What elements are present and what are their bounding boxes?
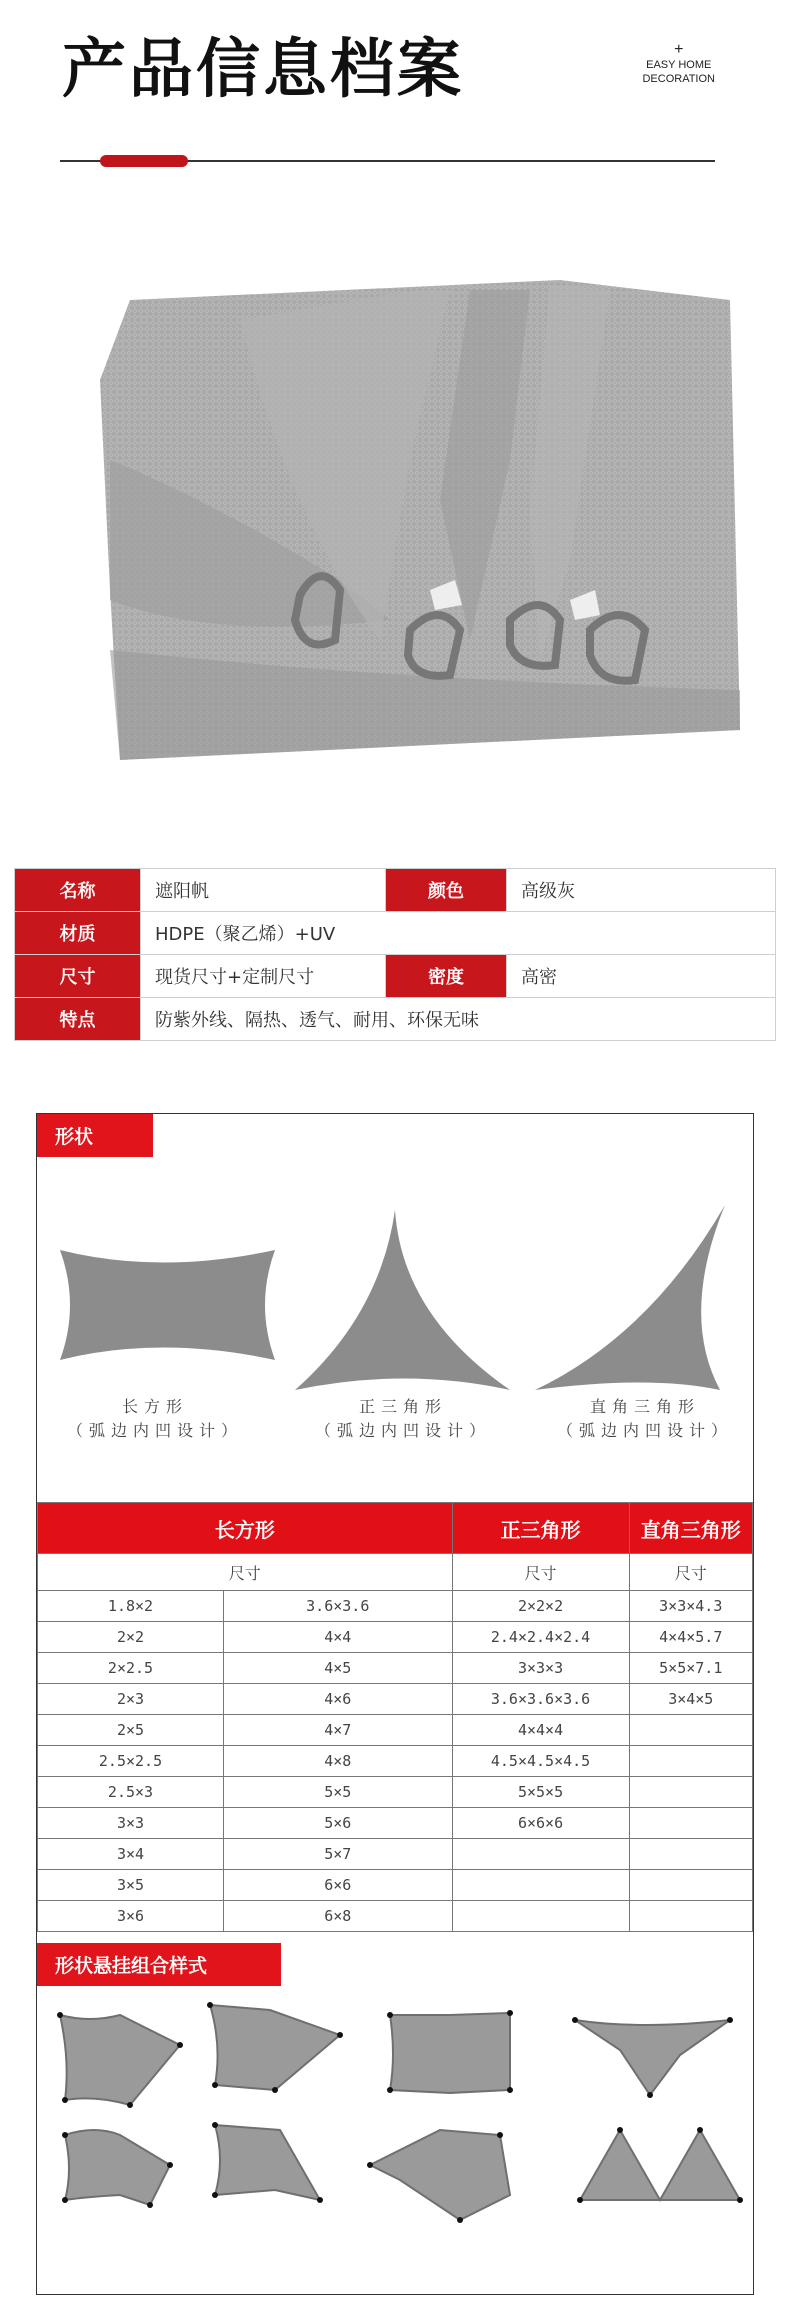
table-cell: 2×2 bbox=[38, 1622, 224, 1653]
spec-material-label: 材质 bbox=[15, 912, 141, 955]
table-cell: 3.6×3.6×3.6 bbox=[452, 1684, 629, 1715]
table-row bbox=[38, 1715, 753, 1746]
table-cell: 2.4×2.4×2.4 bbox=[452, 1622, 629, 1653]
plus-icon: + bbox=[674, 41, 684, 58]
spec-table bbox=[14, 868, 776, 1041]
shape-caption-rectangle: 长方形 bbox=[121, 1397, 188, 1416]
size-unit-right: 尺寸 bbox=[629, 1554, 752, 1591]
shape-illustrations bbox=[40, 1195, 750, 1395]
size-header-equilateral: 正三角形 bbox=[452, 1503, 629, 1554]
spec-size-value: 现货尺寸+定制尺寸 bbox=[141, 955, 386, 998]
table-cell bbox=[452, 1870, 629, 1901]
table-row bbox=[38, 1591, 753, 1622]
table-cell bbox=[629, 1715, 752, 1746]
table-cell: 5×5 bbox=[224, 1777, 453, 1808]
brand-line-1: EASY HOME bbox=[646, 59, 712, 71]
product-photo bbox=[90, 260, 755, 760]
table-cell: 6×6 bbox=[224, 1870, 453, 1901]
spec-name-value: 遮阳帆 bbox=[141, 869, 386, 912]
spec-name-label: 名称 bbox=[15, 869, 141, 912]
size-header-rectangle: 长方形 bbox=[38, 1503, 453, 1554]
right-triangle-shape bbox=[535, 1205, 725, 1390]
table-cell bbox=[629, 1839, 752, 1870]
table-cell: 2×2.5 bbox=[38, 1653, 224, 1684]
shapes-tag: 形状 bbox=[37, 1114, 153, 1157]
table-cell: 2×3 bbox=[38, 1684, 224, 1715]
table-cell bbox=[629, 1777, 752, 1808]
table-cell: 1.8×2 bbox=[38, 1591, 224, 1622]
spec-density-label: 密度 bbox=[386, 955, 507, 998]
combo-4 bbox=[575, 2020, 730, 2095]
combo-2 bbox=[210, 2005, 340, 2090]
spec-size-label: 尺寸 bbox=[15, 955, 141, 998]
table-cell bbox=[629, 1746, 752, 1777]
table-cell bbox=[629, 1870, 752, 1901]
table-cell: 4×7 bbox=[224, 1715, 453, 1746]
shape-note-rectangle: （弧边内凹设计） bbox=[66, 1421, 243, 1440]
page-title: 产品信息档案 bbox=[62, 33, 464, 107]
table-row bbox=[38, 1622, 753, 1653]
spec-feature-label: 特点 bbox=[15, 998, 141, 1041]
table-row bbox=[38, 1808, 753, 1839]
table-cell: 4×5 bbox=[224, 1653, 453, 1684]
table-cell: 3.6×3.6 bbox=[224, 1591, 453, 1622]
spec-density-value: 高密 bbox=[507, 955, 776, 998]
table-cell: 4×4×5.7 bbox=[629, 1622, 752, 1653]
table-row bbox=[38, 1653, 753, 1684]
table-row bbox=[38, 1684, 753, 1715]
table-cell: 2×5 bbox=[38, 1715, 224, 1746]
table-row bbox=[38, 1839, 753, 1870]
table-row bbox=[38, 1870, 753, 1901]
combo-6 bbox=[215, 2125, 320, 2200]
table-cell: 3×3×4.3 bbox=[629, 1591, 752, 1622]
spec-feature-value: 防紫外线、隔热、透气、耐用、环保无味 bbox=[141, 998, 776, 1041]
spec-color-label: 颜色 bbox=[386, 869, 507, 912]
header-accent-bar bbox=[100, 155, 188, 167]
combo-tag: 形状悬挂组合样式 bbox=[37, 1943, 281, 1986]
brand-line-2: DECORATION bbox=[642, 73, 715, 85]
shape-caption-right: 直角三角形 bbox=[589, 1397, 700, 1416]
table-cell: 3×3 bbox=[38, 1808, 224, 1839]
rectangle-shape bbox=[60, 1250, 275, 1360]
combo-1 bbox=[60, 2015, 180, 2105]
table-cell: 4×4 bbox=[224, 1622, 453, 1653]
table-cell bbox=[629, 1808, 752, 1839]
table-cell: 3×4 bbox=[38, 1839, 224, 1870]
table-cell: 3×5 bbox=[38, 1870, 224, 1901]
table-row bbox=[38, 1746, 753, 1777]
table-cell: 5×5×5 bbox=[452, 1777, 629, 1808]
equilateral-triangle-shape bbox=[295, 1210, 510, 1390]
combo-3 bbox=[390, 2013, 510, 2093]
table-cell: 5×6 bbox=[224, 1808, 453, 1839]
table-cell bbox=[452, 1901, 629, 1932]
shape-note-equilateral: （弧边内凹设计） bbox=[314, 1421, 491, 1440]
shape-caption-equilateral: 正三角形 bbox=[358, 1397, 447, 1416]
table-cell: 5×7 bbox=[224, 1839, 453, 1870]
table-cell: 2.5×2.5 bbox=[38, 1746, 224, 1777]
combo-8 bbox=[580, 2130, 740, 2200]
combo-7 bbox=[370, 2130, 510, 2220]
table-cell bbox=[452, 1839, 629, 1870]
table-cell: 5×5×7.1 bbox=[629, 1653, 752, 1684]
table-cell: 4.5×4.5×4.5 bbox=[452, 1746, 629, 1777]
brand-logo bbox=[642, 42, 715, 86]
table-cell: 2×2×2 bbox=[452, 1591, 629, 1622]
spec-color-value: 高级灰 bbox=[507, 869, 776, 912]
table-cell: 3×6 bbox=[38, 1901, 224, 1932]
size-unit-rectangle: 尺寸 bbox=[38, 1554, 453, 1591]
table-row bbox=[38, 1901, 753, 1932]
table-cell: 4×4×4 bbox=[452, 1715, 629, 1746]
table-cell: 4×8 bbox=[224, 1746, 453, 1777]
table-cell: 3×3×3 bbox=[452, 1653, 629, 1684]
table-cell bbox=[629, 1901, 752, 1932]
shape-note-right: （弧边内凹设计） bbox=[556, 1421, 733, 1440]
table-cell: 3×4×5 bbox=[629, 1684, 752, 1715]
spec-material-value: HDPE（聚乙烯）+UV bbox=[141, 912, 776, 955]
table-cell: 6×8 bbox=[224, 1901, 453, 1932]
table-cell: 6×6×6 bbox=[452, 1808, 629, 1839]
combo-5 bbox=[65, 2130, 170, 2205]
table-cell: 4×6 bbox=[224, 1684, 453, 1715]
table-row bbox=[38, 1777, 753, 1808]
size-table bbox=[37, 1502, 753, 1932]
table-cell: 2.5×3 bbox=[38, 1777, 224, 1808]
combo-illustrations bbox=[40, 1985, 750, 2225]
size-header-right: 直角三角形 bbox=[629, 1503, 752, 1554]
size-unit-equilateral: 尺寸 bbox=[452, 1554, 629, 1591]
